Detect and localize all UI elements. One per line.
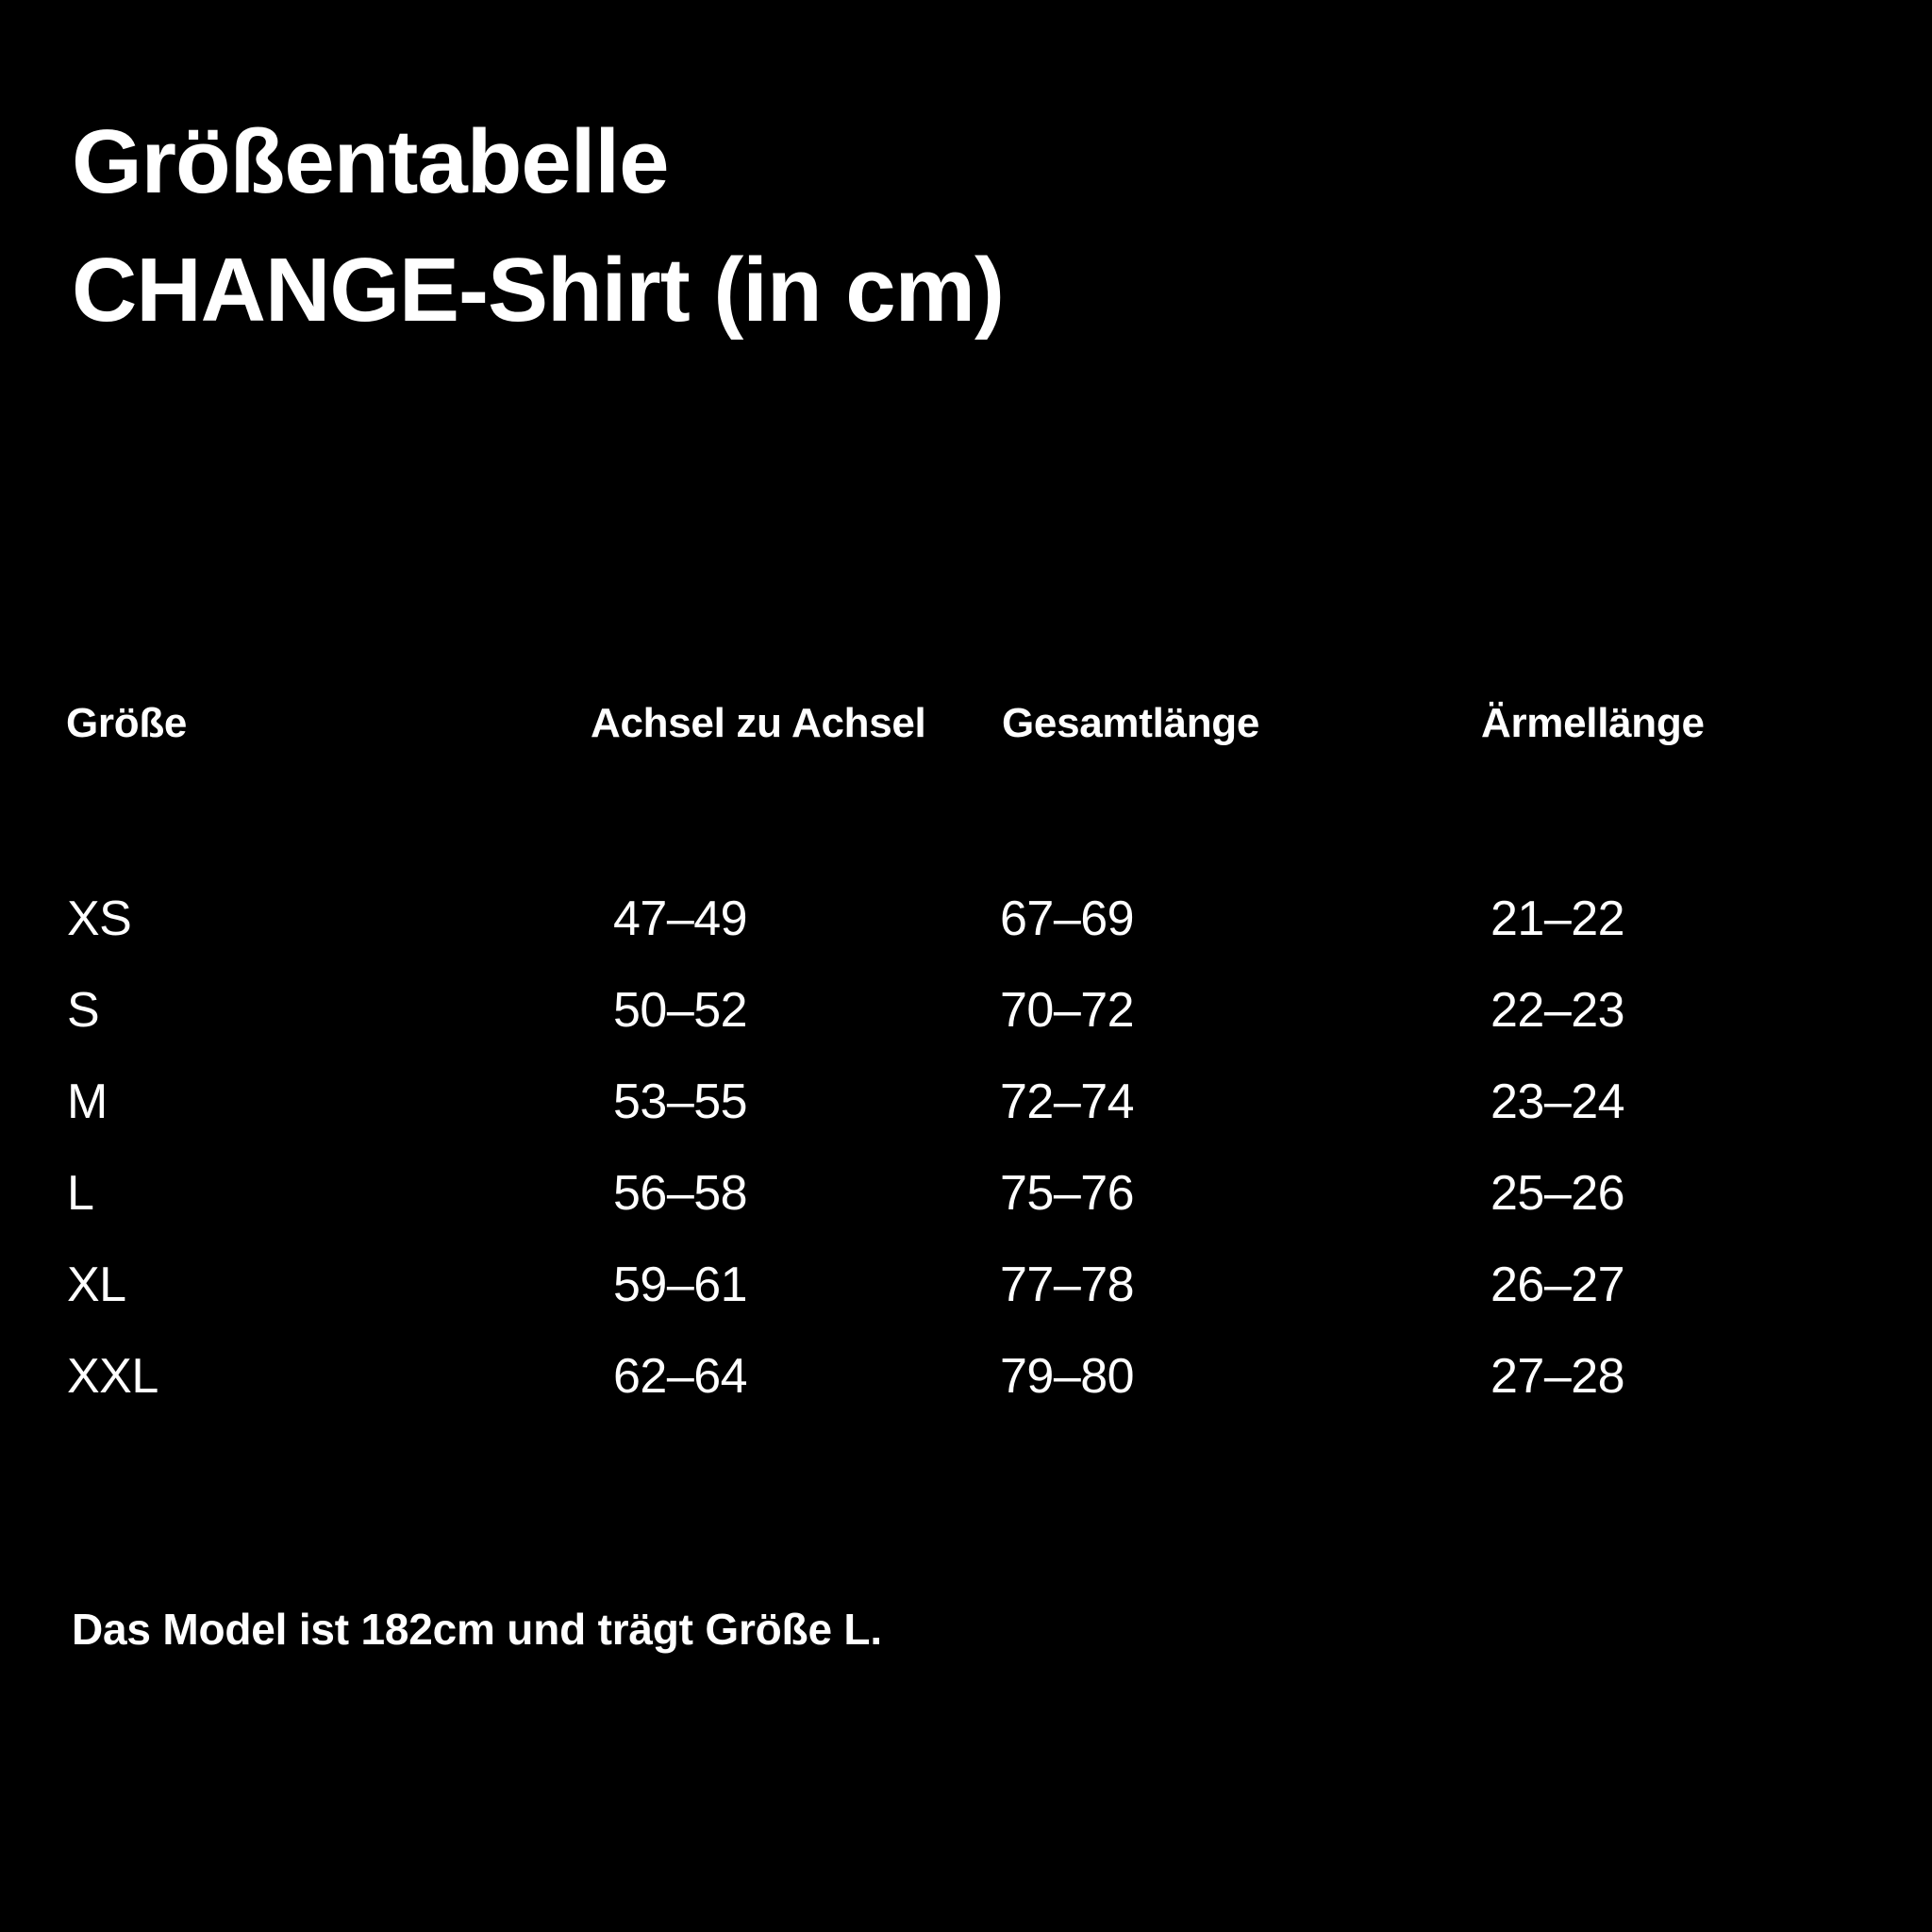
cell-sleeve-length: 25–26: [1491, 1165, 1625, 1221]
table-header-row: [66, 700, 1792, 768]
table-row: [66, 964, 1792, 1056]
cell-sleeve-length: 21–22: [1491, 891, 1625, 946]
cell-total-length: 72–74: [1000, 1074, 1135, 1129]
cell-chest-width: 59–61: [613, 1257, 748, 1312]
page-title: [72, 98, 1581, 356]
column-header-sleeve-length: Ärmellänge: [1481, 700, 1705, 746]
title-line-1: Größentabelle: [72, 111, 669, 212]
cell-sleeve-length: 22–23: [1491, 982, 1625, 1038]
table-row: [66, 768, 1792, 964]
table-row: [66, 1330, 1792, 1422]
cell-chest-width: 56–58: [613, 1165, 748, 1221]
table-row: [66, 1056, 1792, 1147]
title-line-2: CHANGE-Shirt (in cm): [72, 240, 1004, 341]
column-header-total-length: Gesamtlänge: [1002, 700, 1260, 746]
cell-total-length: 75–76: [1000, 1165, 1135, 1221]
column-header-size: Größe: [66, 700, 188, 746]
table-row: [66, 1147, 1792, 1239]
cell-chest-width: 50–52: [613, 982, 748, 1038]
table-body: [66, 768, 1792, 1422]
cell-sleeve-length: 23–24: [1491, 1074, 1625, 1129]
size-table-container: [66, 700, 1811, 1422]
cell-chest-width: 53–55: [613, 1074, 748, 1129]
table-header: [66, 700, 1792, 768]
cell-size: S: [67, 982, 100, 1038]
cell-total-length: 79–80: [1000, 1348, 1135, 1404]
table-row: [66, 1239, 1792, 1330]
cell-total-length: 77–78: [1000, 1257, 1135, 1312]
cell-sleeve-length: 27–28: [1491, 1348, 1625, 1404]
column-header-chest-width: Achsel zu Achsel: [591, 700, 926, 746]
model-footnote: Das Model ist 182cm und trägt Größe L.: [72, 1605, 882, 1654]
cell-size: M: [67, 1074, 108, 1129]
cell-total-length: 70–72: [1000, 982, 1135, 1038]
cell-chest-width: 62–64: [613, 1348, 748, 1404]
cell-size: L: [67, 1165, 94, 1221]
cell-size: XS: [67, 891, 132, 946]
cell-sleeve-length: 26–27: [1491, 1257, 1625, 1312]
cell-chest-width: 47–49: [613, 891, 748, 946]
cell-size: XL: [67, 1257, 126, 1312]
cell-total-length: 67–69: [1000, 891, 1135, 946]
size-table: [66, 700, 1792, 1422]
cell-size: XXL: [67, 1348, 158, 1404]
